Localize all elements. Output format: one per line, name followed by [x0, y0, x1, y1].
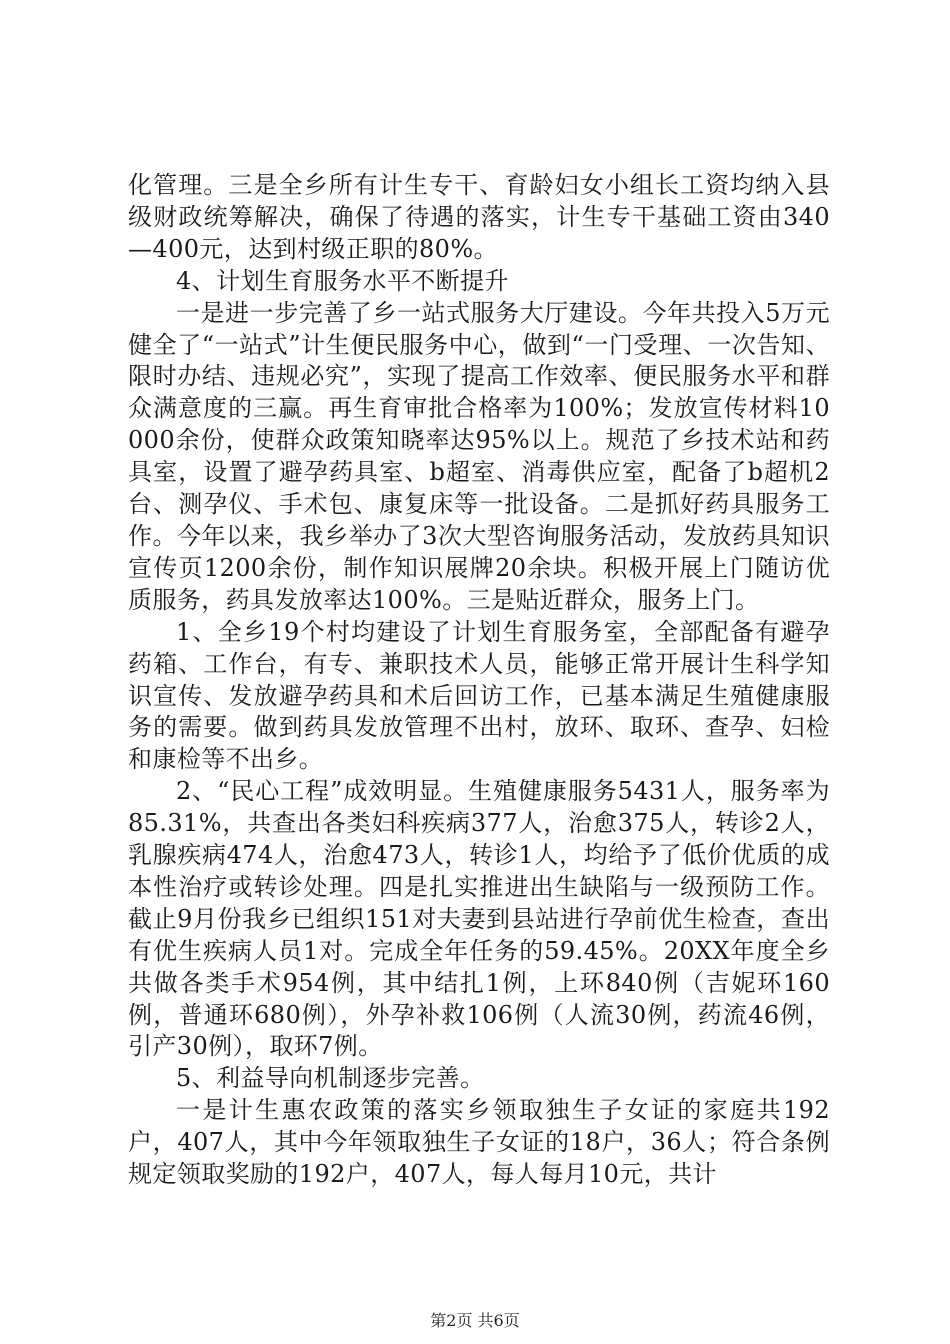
- document-body: [128, 170, 830, 1191]
- paragraph-minxin-project: 2、“民心工程”成效明显。生殖健康服务5431人，服务率为85.31%，共查出各类妇科疾病377人，治愈375人，转诊2人，乳腺疾病474人，治愈473人，转诊1人，均给予了低价优质的成本性治疗或转诊处理。四是扎实推进出生缺陷与一级预防工作。截止9月份我乡已组织151对夫妻到县站进行孕前优生检查，查出有优生疾病人员1对。完成全年任务的59.45%。20XX年度全乡共做各类手术954例，其中结扎1例，上环840例（吉妮环160例，普通环680例），外孕补救106例（人流30例，药流46例，引产30例），取环7例。: [128, 777, 830, 1061]
- paragraph-continuation: 化管理。三是全乡所有计生专干、育龄妇女小组长工资均纳入县级财政统筹解决，确保了待遇的落实，计生专干基础工资由340—400元，达到村级正职的80%。: [128, 171, 830, 263]
- section-heading-incentive-mechanism: 5、利益导向机制逐步完善。: [176, 1064, 485, 1093]
- paragraph-village-service-rooms: 1、全乡19个村均建设了计划生育服务室，全部配备有避孕药箱、工作台，有专、兼职技术人员，能够正常开展计生科学知识宣传、发放避孕药具和术后回访工作，已基本满足生殖健康服务的需要。做到药具发放管理不出村，放环、取环、查孕、妇检和康检等不出乡。: [128, 617, 830, 774]
- section-heading-service-level: 4、计划生育服务水平不断提升: [176, 266, 509, 295]
- paragraph-incentive-policy: 一是计生惠农政策的落实乡领取独生子女证的家庭共192户，407人，其中今年领取独生子女证的18户，36人；符合条例规定领取奖励的192户，407人，每人每月10元，共计: [128, 1096, 830, 1189]
- page-number-footer: 第2页 共6页: [430, 1311, 520, 1330]
- paragraph-service-hall: 一是进一步完善了乡一站式服务大厅建设。今年共投入5万元健全了“一站式”计生便民服务中心，做到“一门受理、一次告知、限时办结、违规必究”，实现了提高工作效率、便民服务水平和群众满意度的三赢。再生育审批合格率为100%；发放宣传材料10000余份，使群众政策知晓率达95%以上。规范了乡技术站和药具室，设置了避孕药具室、b超室、消毒供应室，配备了b超机2台、测孕仪、手术包、康复床等一批设备。二是抓好药具服务工作。今年以来，我乡举办了3次大型咨询服务活动，发放药具知识宣传页1200余份，制作知识展牌20余块。积极开展上门随访优质服务，药具发放率达100%。三是贴近群众，服务上门。: [128, 298, 830, 614]
